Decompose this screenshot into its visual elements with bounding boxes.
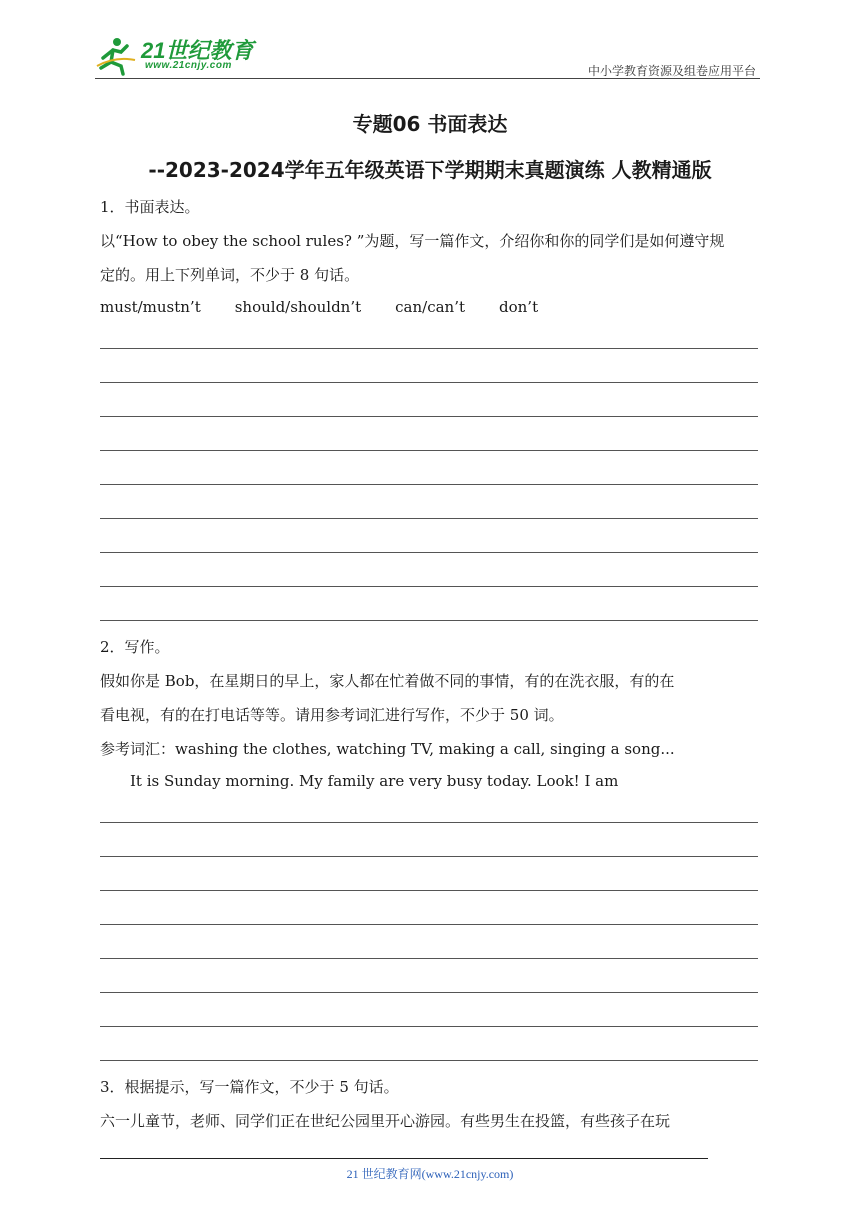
header-divider bbox=[95, 78, 760, 79]
answer-line[interactable] bbox=[100, 890, 758, 891]
q1-word: must/mustn’t bbox=[100, 298, 201, 316]
answer-line[interactable] bbox=[100, 620, 758, 621]
q1-prompt-line1: 以“How to obey the school rules? ”为题，写一篇作文，介绍你和你的同学们是如何遵守规 bbox=[100, 232, 725, 250]
q1-word-list bbox=[100, 298, 760, 316]
footer-divider bbox=[100, 1158, 708, 1159]
answer-line[interactable] bbox=[100, 450, 758, 451]
answer-line[interactable] bbox=[100, 484, 758, 485]
q1-word: don’t bbox=[499, 298, 539, 316]
answer-line[interactable] bbox=[100, 1026, 758, 1027]
answer-line[interactable] bbox=[100, 348, 758, 349]
answer-line[interactable] bbox=[100, 992, 758, 993]
answer-line[interactable] bbox=[100, 856, 758, 857]
answer-line[interactable] bbox=[100, 822, 758, 823]
answer-line[interactable] bbox=[100, 518, 758, 519]
q2-vocab: 参考词汇：washing the clothes, watching TV, making a call, singing a song... bbox=[100, 740, 675, 758]
q3-heading: 3．根据提示，写一篇作文，不少于 5 句话。 bbox=[100, 1078, 399, 1096]
platform-label: 中小学教育资源及组卷应用平台 bbox=[587, 64, 756, 78]
q1-heading: 1．书面表达。 bbox=[100, 198, 200, 216]
answer-line[interactable] bbox=[100, 416, 758, 417]
page-header bbox=[95, 30, 760, 78]
page-subtitle: --2023-2024学年五年级英语下学期期末真题演练 人教精通版 bbox=[148, 158, 712, 182]
q1-prompt-line2: 定的。用上下列单词，不少于 8 句话。 bbox=[100, 266, 360, 284]
runner-icon bbox=[97, 38, 135, 74]
answer-line[interactable] bbox=[100, 958, 758, 959]
q2-heading: 2．写作。 bbox=[100, 638, 170, 656]
answer-line[interactable] bbox=[100, 1060, 758, 1061]
answer-line[interactable] bbox=[100, 924, 758, 925]
q2-prompt-line2: 看电视，有的在打电话等等。请用参考词汇进行写作，不少于 50 词。 bbox=[100, 706, 564, 724]
page-title: 专题06 书面表达 bbox=[352, 112, 508, 136]
answer-line[interactable] bbox=[100, 552, 758, 553]
q3-prompt-line1: 六一儿童节，老师、同学们正在世纪公园里开心游园。有些男生在投篮，有些孩子在玩 bbox=[100, 1112, 671, 1130]
answer-line[interactable] bbox=[100, 586, 758, 587]
q1-word: should/shouldn’t bbox=[234, 298, 362, 316]
footer-text[interactable]: 21 世纪教育网(www.21cnjy.com) bbox=[346, 1167, 514, 1181]
q2-prompt-line1: 假如你是 Bob，在星期日的早上，家人都在忙着做不同的事情，有的在洗衣服，有的在 bbox=[100, 672, 675, 690]
answer-line[interactable] bbox=[100, 382, 758, 383]
logo-url: www.21cnjy.com bbox=[145, 60, 232, 71]
logo-text: 21世纪教育 bbox=[141, 38, 254, 63]
q2-starter: It is Sunday morning. My family are very busy today. Look! I am bbox=[130, 772, 619, 790]
q1-word: can/can’t bbox=[395, 298, 466, 316]
